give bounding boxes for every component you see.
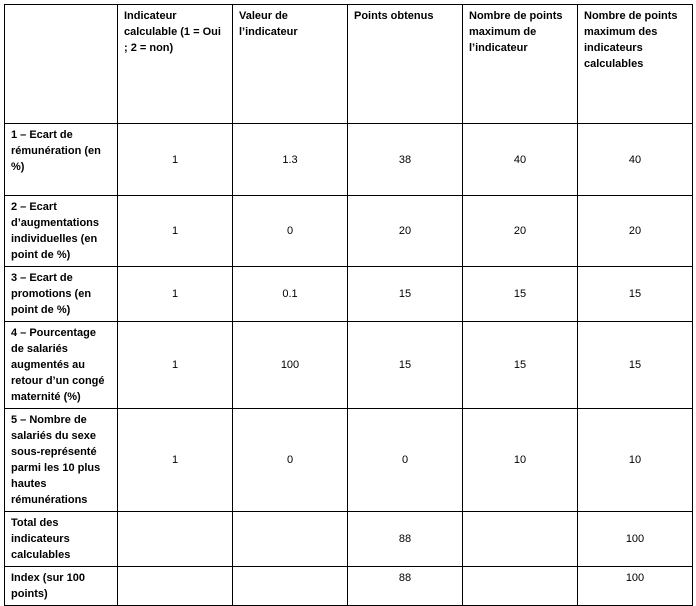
table-row-index <box>5 567 693 606</box>
header-max-indicateur: Nombre de points maximum de l’indicateur <box>463 5 578 124</box>
cell-max-indicateur: 20 <box>463 196 578 267</box>
cell-max-indicateur: 40 <box>463 124 578 196</box>
cell-empty <box>463 512 578 567</box>
cell-max-indicateur: 10 <box>463 409 578 512</box>
cell-valeur: 100 <box>233 322 348 409</box>
cell-empty <box>233 512 348 567</box>
row-label: 3 – Ecart de promotions (en point de %) <box>5 267 118 322</box>
cell-calculable: 1 <box>118 322 233 409</box>
cell-points: 0 <box>348 409 463 512</box>
header-max-calculables: Nombre de points maximum des indicateurs calculables <box>578 5 693 124</box>
cell-points: 38 <box>348 124 463 196</box>
header-corner-cell <box>5 5 118 124</box>
cell-points: 15 <box>348 267 463 322</box>
row-label: 2 – Ecart d’augmentations individuelles (en point de %) <box>5 196 118 267</box>
cell-calculable: 1 <box>118 196 233 267</box>
cell-calculable: 1 <box>118 124 233 196</box>
cell-calculable: 1 <box>118 409 233 512</box>
cell-max-calculables: 40 <box>578 124 693 196</box>
table-header-row <box>5 5 693 124</box>
cell-max-calculables: 10 <box>578 409 693 512</box>
total-label: Total des indicateurs calculables <box>5 512 118 567</box>
cell-max-calculables: 20 <box>578 196 693 267</box>
header-calculable: Indicateur calculable (1 = Oui ; 2 = non) <box>118 5 233 124</box>
cell-valeur: 0.1 <box>233 267 348 322</box>
table-row-indicateur-1 <box>5 124 693 196</box>
cell-max-indicateur: 15 <box>463 322 578 409</box>
cell-empty <box>463 567 578 606</box>
cell-calculable: 1 <box>118 267 233 322</box>
index-points: 88 <box>348 567 463 606</box>
index-egalite-table <box>4 4 693 606</box>
header-valeur: Valeur de l’indicateur <box>233 5 348 124</box>
cell-max-indicateur: 15 <box>463 267 578 322</box>
table-row-total <box>5 512 693 567</box>
row-label: 4 – Pourcentage de salariés augmentés au retour d’un congé maternité (%) <box>5 322 118 409</box>
row-label: 5 – Nombre de salariés du sexe sous-représenté parmi les 10 plus hautes rémunérations <box>5 409 118 512</box>
total-max-calculables: 100 <box>578 512 693 567</box>
cell-max-calculables: 15 <box>578 267 693 322</box>
cell-points: 20 <box>348 196 463 267</box>
table-row-indicateur-3 <box>5 267 693 322</box>
total-points: 88 <box>348 512 463 567</box>
cell-valeur: 0 <box>233 196 348 267</box>
table-row-indicateur-2 <box>5 196 693 267</box>
row-label: 1 – Ecart de rémunération (en %) <box>5 124 118 196</box>
cell-valeur: 0 <box>233 409 348 512</box>
cell-max-calculables: 15 <box>578 322 693 409</box>
cell-points: 15 <box>348 322 463 409</box>
index-max-calculables: 100 <box>578 567 693 606</box>
table-row-indicateur-4 <box>5 322 693 409</box>
cell-empty <box>118 512 233 567</box>
header-points-obtenus: Points obtenus <box>348 5 463 124</box>
cell-empty <box>233 567 348 606</box>
cell-valeur: 1.3 <box>233 124 348 196</box>
cell-empty <box>118 567 233 606</box>
document-page <box>4 4 692 606</box>
index-label: Index (sur 100 points) <box>5 567 118 606</box>
table-row-indicateur-5 <box>5 409 693 512</box>
